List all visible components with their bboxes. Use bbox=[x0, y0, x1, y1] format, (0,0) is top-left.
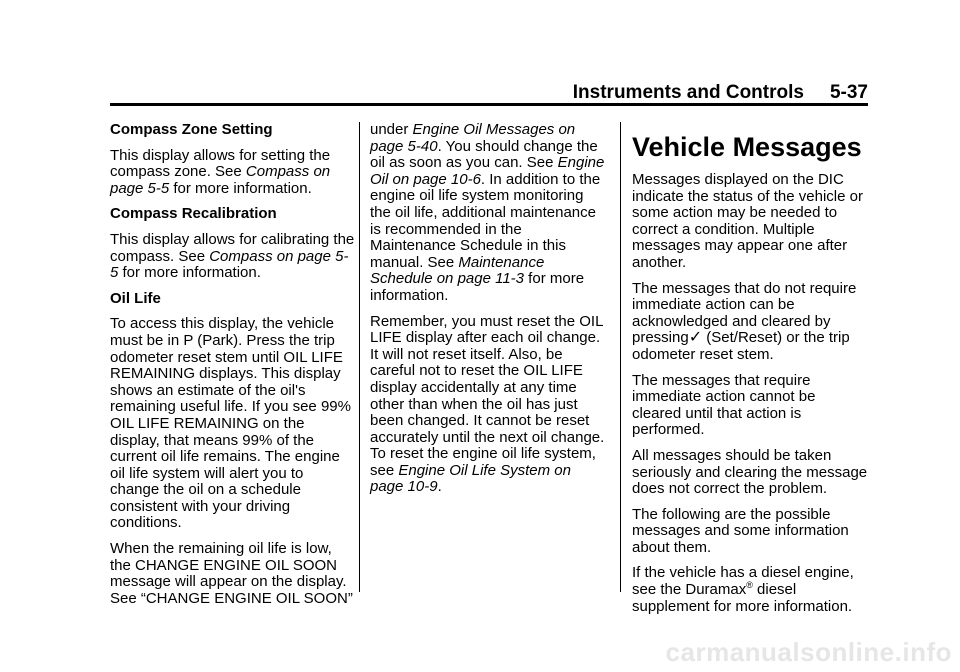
chapter-title: Instruments and Controls bbox=[572, 82, 804, 103]
compass-recal-link[interactable]: Compass on page 5-5 bbox=[110, 247, 349, 282]
checkmark-icon: ✓ bbox=[688, 329, 703, 347]
under-text: under bbox=[370, 121, 413, 138]
compass-zone-paragraph bbox=[110, 148, 356, 198]
section-title: Vehicle Messages bbox=[632, 132, 862, 162]
compass-recal-text: This display allows for calibrating the compass. See bbox=[110, 230, 355, 265]
column-2 bbox=[370, 122, 608, 505]
maintenance-schedule-link[interactable]: Maintenance Schedule on page 11-3 bbox=[370, 253, 545, 288]
change-text: . You should change the oil as soon as you can. See bbox=[370, 137, 598, 172]
maintenance-tail: for more information. bbox=[370, 270, 585, 304]
possible-messages-paragraph: The following are the possible messages and some information about them. bbox=[632, 505, 849, 556]
column-3 bbox=[632, 124, 868, 624]
maintenance-paragraph bbox=[370, 122, 608, 305]
compass-recal-tail: for more information. bbox=[118, 264, 261, 282]
compass-zone-heading: Compass Zone Setting bbox=[110, 121, 273, 138]
engine-oil-messages-link[interactable]: Engine Oil Messages on page 5-40 bbox=[370, 121, 576, 155]
diesel-paragraph bbox=[632, 565, 868, 615]
remember-text: Remember, you must reset the OIL LIFE display after each oil change. It will not reset itself. Also, be careful not to reset the OIL LIFE display accidentally at any time other than when the oil has just been changed. It cannot be reset accurately until the next oil change. To reset the engine oil life system, see bbox=[370, 312, 605, 479]
oil-life-system-link[interactable]: Engine Oil Life System on page 10-9 bbox=[370, 461, 571, 496]
clear-text-a: The messages that do not require immediate action can be acknowledged and cleared by pressing bbox=[632, 279, 857, 347]
compass-recal-heading: Compass Recalibration bbox=[110, 205, 277, 223]
immediate-action-paragraph: The messages that require immediate action cannot be cleared until that action is performed. bbox=[632, 371, 816, 439]
seriously-paragraph: All messages should be taken seriously and clearing the message does not correct the problem. bbox=[632, 446, 868, 498]
addition-text: . In addition to the engine oil life system monitoring the oil life, additional maintenance is recommended in the Maintenance Schedule in this manual. See bbox=[370, 170, 601, 271]
reset-paragraph bbox=[370, 314, 608, 497]
column-divider-2 bbox=[620, 122, 621, 592]
column-divider-1 bbox=[359, 122, 360, 592]
diesel-text-a: If the vehicle has a diesel engine, see the Duramax bbox=[632, 564, 854, 599]
page-number: 5-37 bbox=[829, 82, 868, 103]
header-rule bbox=[110, 103, 868, 106]
oil-life-paragraph: To access this display, the vehicle must be in P (Park). Press the trip odometer reset stem until OIL LIFE REMAINING displays. This display shows an estimate of the oil's remaining useful life. If you see 99% OIL LIFE REMAINING on the display, that means 99% of the current oil life remains. The engine oil life system will alert you to change the oil on a schedule consistent with your driving conditions. bbox=[110, 315, 351, 532]
column-1 bbox=[110, 122, 356, 616]
compass-zone-text: This display allows for setting the compass zone. See bbox=[110, 146, 331, 181]
page-header bbox=[573, 82, 868, 104]
oil-life-heading: Oil Life bbox=[110, 289, 161, 307]
compass-zone-tail: for more information. bbox=[169, 179, 312, 197]
remember-tail: . bbox=[437, 478, 442, 496]
clear-text-b: (Set/Reset) or the trip odometer reset stem. bbox=[632, 329, 850, 363]
clear-messages-paragraph bbox=[632, 281, 868, 364]
watermark: carmanualsonline.info bbox=[665, 637, 952, 667]
diesel-text-b: diesel supplement for more information. bbox=[632, 581, 853, 615]
compass-zone-link[interactable]: Compass on page 5-5 bbox=[110, 163, 331, 197]
compass-recal-paragraph bbox=[110, 232, 356, 282]
messages-intro-paragraph: Messages displayed on the DIC indicate the status of the vehicle or some action may be needed to correct a condition. Multiple messages may appear one after another. bbox=[632, 171, 863, 271]
engine-oil-link[interactable]: Engine Oil on page 10-6 bbox=[370, 154, 605, 188]
registered-mark: ® bbox=[746, 580, 753, 591]
low-oil-paragraph: When the remaining oil life is low, the CHANGE ENGINE OIL SOON message will appear on the display. See “CHANGE ENGINE OIL SOON” bbox=[110, 540, 353, 607]
